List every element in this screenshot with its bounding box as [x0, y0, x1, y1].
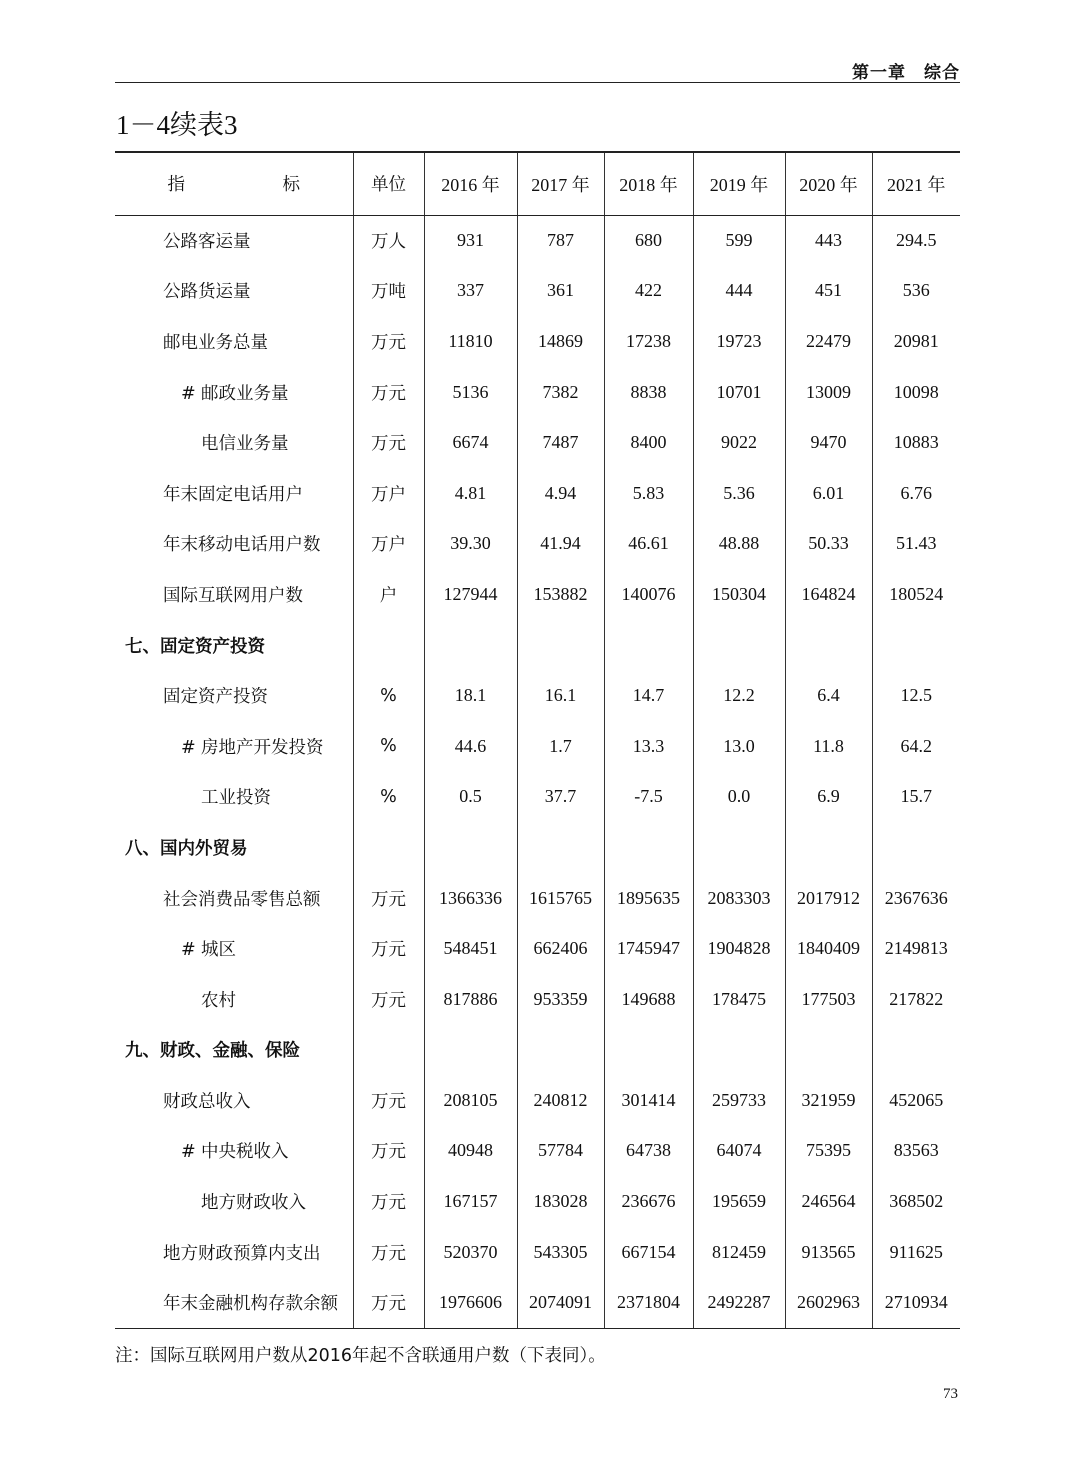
value-cell: 177503: [785, 974, 872, 1025]
subitem-marker: #: [181, 737, 196, 758]
value-cell: 8838: [604, 367, 693, 418]
unit-cell: %: [353, 772, 424, 823]
header-rule: [115, 82, 960, 83]
unit-cell: 万元: [353, 1075, 424, 1126]
row-label-cell: [115, 215, 353, 266]
row-label-cell: [115, 569, 353, 620]
empty-cell: [424, 822, 517, 873]
value-cell: 167157: [424, 1176, 517, 1227]
section-label: 七、固定资产投资: [125, 636, 265, 657]
row-label-cell: [115, 772, 353, 823]
unit-cell: 万户: [353, 468, 424, 519]
value-cell: 953359: [517, 974, 604, 1025]
value-cell: 444: [693, 266, 785, 317]
table-row: [115, 519, 960, 570]
value-cell: 12.5: [872, 670, 960, 721]
value-cell: 11810: [424, 316, 517, 367]
value-cell: 37.7: [517, 772, 604, 823]
value-cell: -7.5: [604, 772, 693, 823]
value-cell: 149688: [604, 974, 693, 1025]
value-cell: 208105: [424, 1075, 517, 1126]
value-cell: 1976606: [424, 1277, 517, 1328]
empty-cell: [785, 822, 872, 873]
value-cell: 2074091: [517, 1277, 604, 1328]
row-label: 邮电业务总量: [163, 332, 268, 353]
empty-cell: [604, 822, 693, 873]
empty-cell: [872, 1025, 960, 1076]
value-cell: 452065: [872, 1075, 960, 1126]
value-cell: 911625: [872, 1227, 960, 1278]
value-cell: 64074: [693, 1126, 785, 1177]
row-label-cell: [115, 1277, 353, 1328]
row-label: 年末固定电话用户: [163, 484, 303, 505]
value-cell: 7382: [517, 367, 604, 418]
section-label: 八、国内外贸易: [125, 838, 248, 859]
value-cell: 812459: [693, 1227, 785, 1278]
value-cell: 39.30: [424, 519, 517, 570]
value-cell: 1745947: [604, 923, 693, 974]
value-cell: 2371804: [604, 1277, 693, 1328]
row-label-cell: [115, 1176, 353, 1227]
statistics-table: [115, 151, 960, 1329]
row-label: 城区: [201, 940, 236, 961]
value-cell: 8400: [604, 417, 693, 468]
table-row: [115, 1075, 960, 1126]
empty-cell: [785, 1025, 872, 1076]
table-row: [115, 772, 960, 823]
value-cell: 40948: [424, 1126, 517, 1177]
value-cell: 2017912: [785, 873, 872, 924]
unit-cell: 万元: [353, 367, 424, 418]
value-cell: 9022: [693, 417, 785, 468]
column-header-year: 2018 年: [604, 152, 693, 215]
empty-cell: [693, 620, 785, 671]
unit-cell: 户: [353, 569, 424, 620]
value-cell: 6.76: [872, 468, 960, 519]
empty-cell: [604, 1025, 693, 1076]
value-cell: 16.1: [517, 670, 604, 721]
value-cell: 46.61: [604, 519, 693, 570]
value-cell: 1615765: [517, 873, 604, 924]
value-cell: 11.8: [785, 721, 872, 772]
table-header-row: [115, 152, 960, 215]
chapter-header: 第一章 综合: [852, 63, 960, 83]
subitem-marker: #: [181, 383, 196, 404]
value-cell: 195659: [693, 1176, 785, 1227]
table-body: [115, 215, 960, 1328]
value-cell: 2710934: [872, 1277, 960, 1328]
row-label: 财政总收入: [163, 1091, 251, 1112]
table-row: [115, 569, 960, 620]
value-cell: 19723: [693, 316, 785, 367]
row-label: 地方财政收入: [201, 1193, 306, 1214]
value-cell: 5.36: [693, 468, 785, 519]
column-header-indicator: 指 标: [115, 152, 353, 215]
row-label-cell: [115, 721, 353, 772]
value-cell: 931: [424, 215, 517, 266]
value-cell: 301414: [604, 1075, 693, 1126]
unit-cell: 万元: [353, 1227, 424, 1278]
value-cell: 368502: [872, 1176, 960, 1227]
value-cell: 13009: [785, 367, 872, 418]
value-cell: 240812: [517, 1075, 604, 1126]
row-label-cell: [115, 1075, 353, 1126]
unit-cell: 万人: [353, 215, 424, 266]
unit-cell: 万元: [353, 316, 424, 367]
unit-cell: %: [353, 670, 424, 721]
value-cell: 5136: [424, 367, 517, 418]
row-label: 年末金融机构存款余额: [163, 1294, 338, 1315]
value-cell: 15.7: [872, 772, 960, 823]
row-label-cell: [115, 1227, 353, 1278]
row-label: 公路货运量: [163, 282, 251, 303]
value-cell: 48.88: [693, 519, 785, 570]
table-row: [115, 367, 960, 418]
value-cell: 13.0: [693, 721, 785, 772]
empty-cell: [785, 620, 872, 671]
section-label: 九、财政、金融、保险: [125, 1041, 300, 1062]
value-cell: 599: [693, 215, 785, 266]
row-label: 地方财政预算内支出: [163, 1243, 321, 1264]
unit-cell: %: [353, 721, 424, 772]
value-cell: 0.5: [424, 772, 517, 823]
value-cell: 75395: [785, 1126, 872, 1177]
value-cell: 361: [517, 266, 604, 317]
footnote: 注：国际互联网用户数从2016年起不含联通用户数（下表同）。: [115, 1346, 606, 1366]
empty-cell: [424, 1025, 517, 1076]
value-cell: 20981: [872, 316, 960, 367]
value-cell: 1.7: [517, 721, 604, 772]
value-cell: 337: [424, 266, 517, 317]
table-row: [115, 215, 960, 266]
value-cell: 18.1: [424, 670, 517, 721]
empty-cell: [517, 822, 604, 873]
table-row: [115, 974, 960, 1025]
table-row: [115, 1277, 960, 1328]
value-cell: 1904828: [693, 923, 785, 974]
row-label-cell: [115, 468, 353, 519]
subitem-marker: #: [181, 1142, 196, 1163]
value-cell: 2367636: [872, 873, 960, 924]
value-cell: 4.81: [424, 468, 517, 519]
column-header-unit: 单位: [353, 152, 424, 215]
unit-cell: 万吨: [353, 266, 424, 317]
unit-cell: 万元: [353, 1277, 424, 1328]
row-label-cell: [115, 316, 353, 367]
value-cell: 140076: [604, 569, 693, 620]
value-cell: 6.9: [785, 772, 872, 823]
value-cell: 127944: [424, 569, 517, 620]
table-row: [115, 1126, 960, 1177]
value-cell: 667154: [604, 1227, 693, 1278]
value-cell: 817886: [424, 974, 517, 1025]
empty-cell: [693, 822, 785, 873]
row-label: 农村: [201, 990, 236, 1011]
unit-cell: 万元: [353, 873, 424, 924]
value-cell: 164824: [785, 569, 872, 620]
value-cell: 520370: [424, 1227, 517, 1278]
table-row: [115, 1176, 960, 1227]
value-cell: 294.5: [872, 215, 960, 266]
unit-cell: 万元: [353, 923, 424, 974]
value-cell: 2602963: [785, 1277, 872, 1328]
column-header-year: 2019 年: [693, 152, 785, 215]
value-cell: 913565: [785, 1227, 872, 1278]
value-cell: 13.3: [604, 721, 693, 772]
value-cell: 57784: [517, 1126, 604, 1177]
value-cell: 2083303: [693, 873, 785, 924]
value-cell: 64738: [604, 1126, 693, 1177]
table-row: [115, 266, 960, 317]
value-cell: 536: [872, 266, 960, 317]
row-label: 工业投资: [201, 788, 271, 809]
value-cell: 64.2: [872, 721, 960, 772]
value-cell: 6.01: [785, 468, 872, 519]
empty-cell: [517, 620, 604, 671]
row-label: 社会消费品零售总额: [163, 889, 321, 910]
value-cell: 6674: [424, 417, 517, 468]
table-title: 1－4续表3: [116, 110, 238, 140]
row-label: 固定资产投资: [163, 687, 268, 708]
value-cell: 51.43: [872, 519, 960, 570]
value-cell: 6.4: [785, 670, 872, 721]
value-cell: 451: [785, 266, 872, 317]
empty-cell: [872, 620, 960, 671]
value-cell: 14.7: [604, 670, 693, 721]
value-cell: 543305: [517, 1227, 604, 1278]
value-cell: 443: [785, 215, 872, 266]
value-cell: 4.94: [517, 468, 604, 519]
empty-cell: [693, 1025, 785, 1076]
value-cell: 259733: [693, 1075, 785, 1126]
unit-cell: 万元: [353, 1126, 424, 1177]
page-number: 73: [943, 1386, 958, 1402]
value-cell: 2149813: [872, 923, 960, 974]
value-cell: 7487: [517, 417, 604, 468]
value-cell: 662406: [517, 923, 604, 974]
empty-cell: [604, 620, 693, 671]
value-cell: 680: [604, 215, 693, 266]
value-cell: 44.6: [424, 721, 517, 772]
value-cell: 1366336: [424, 873, 517, 924]
table-row: [115, 670, 960, 721]
row-label-cell: [115, 873, 353, 924]
value-cell: 178475: [693, 974, 785, 1025]
value-cell: 17238: [604, 316, 693, 367]
empty-cell: [353, 620, 424, 671]
value-cell: 83563: [872, 1126, 960, 1177]
section-row: [115, 620, 960, 671]
empty-cell: [424, 620, 517, 671]
table-row: [115, 316, 960, 367]
unit-cell: 万元: [353, 1176, 424, 1227]
value-cell: 10701: [693, 367, 785, 418]
empty-cell: [353, 1025, 424, 1076]
row-label-cell: [115, 923, 353, 974]
value-cell: 22479: [785, 316, 872, 367]
row-label: 邮政业务量: [201, 383, 289, 404]
column-header-year: 2021 年: [872, 152, 960, 215]
value-cell: 9470: [785, 417, 872, 468]
table-row: [115, 923, 960, 974]
value-cell: 321959: [785, 1075, 872, 1126]
empty-cell: [872, 822, 960, 873]
column-header-year: 2020 年: [785, 152, 872, 215]
row-label-cell: [115, 367, 353, 418]
value-cell: 14869: [517, 316, 604, 367]
section-row: [115, 822, 960, 873]
value-cell: 217822: [872, 974, 960, 1025]
row-label: 国际互联网用户数: [163, 585, 303, 606]
row-label-cell: [115, 519, 353, 570]
value-cell: 548451: [424, 923, 517, 974]
row-label-cell: [115, 1126, 353, 1177]
empty-cell: [517, 1025, 604, 1076]
table-row: [115, 721, 960, 772]
value-cell: 180524: [872, 569, 960, 620]
table-row: [115, 1227, 960, 1278]
row-label: 房地产开发投资: [201, 737, 324, 758]
value-cell: 0.0: [693, 772, 785, 823]
table-row: [115, 468, 960, 519]
column-header-year: 2017 年: [517, 152, 604, 215]
value-cell: 41.94: [517, 519, 604, 570]
value-cell: 10883: [872, 417, 960, 468]
value-cell: 12.2: [693, 670, 785, 721]
value-cell: 236676: [604, 1176, 693, 1227]
unit-cell: 万元: [353, 974, 424, 1025]
value-cell: 10098: [872, 367, 960, 418]
row-label: 中央税收入: [201, 1142, 289, 1163]
value-cell: 1840409: [785, 923, 872, 974]
value-cell: 183028: [517, 1176, 604, 1227]
row-label: 年末移动电话用户数: [163, 535, 321, 556]
section-row: [115, 1025, 960, 1076]
row-label: 电信业务量: [201, 434, 289, 455]
value-cell: 787: [517, 215, 604, 266]
value-cell: 50.33: [785, 519, 872, 570]
subitem-marker: #: [181, 940, 196, 961]
row-label-cell: [115, 266, 353, 317]
value-cell: 422: [604, 266, 693, 317]
value-cell: 150304: [693, 569, 785, 620]
unit-cell: 万元: [353, 417, 424, 468]
value-cell: 2492287: [693, 1277, 785, 1328]
row-label-cell: [115, 417, 353, 468]
column-header-year: 2016 年: [424, 152, 517, 215]
row-label: 公路客运量: [163, 232, 251, 253]
value-cell: 1895635: [604, 873, 693, 924]
row-label-cell: [115, 670, 353, 721]
unit-cell: 万户: [353, 519, 424, 570]
value-cell: 246564: [785, 1176, 872, 1227]
row-label-cell: [115, 974, 353, 1025]
table-row: [115, 417, 960, 468]
value-cell: 5.83: [604, 468, 693, 519]
value-cell: 153882: [517, 569, 604, 620]
empty-cell: [353, 822, 424, 873]
table-row: [115, 873, 960, 924]
